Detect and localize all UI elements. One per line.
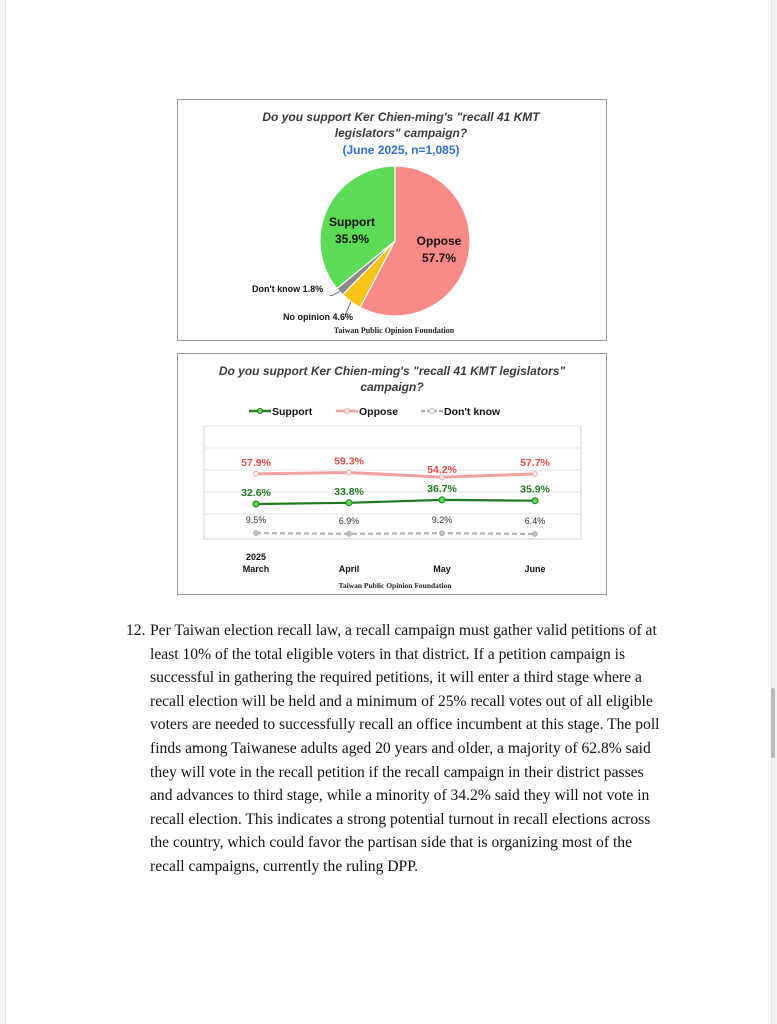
data-point-don-t-know <box>533 532 538 537</box>
pie-label-oppose-value: 57.7% <box>421 251 457 265</box>
pie-label-support-value: 35.9% <box>334 232 370 246</box>
data-point-support <box>439 497 445 503</box>
data-label-oppose: 57.7% <box>520 457 550 469</box>
leader-line-dont-know <box>330 292 340 296</box>
pie-chart-figure <box>177 99 607 341</box>
pie-label-support: Support <box>329 215 375 229</box>
paragraph-number: 12. <box>126 622 146 639</box>
data-point-don-t-know <box>440 531 445 536</box>
pie-title-line2: legislators" campaign? <box>334 126 468 140</box>
scrollbar-thumb[interactable] <box>771 688 775 758</box>
line-credit: Taiwan Public Opinion Foundation <box>338 581 452 590</box>
pie-chart <box>178 100 606 340</box>
data-point-don-t-know <box>254 531 259 536</box>
line-legend <box>249 406 501 418</box>
x-tick-label: June <box>524 564 546 574</box>
legend-marker-oppose <box>345 409 350 414</box>
line-chart-figure <box>177 353 607 595</box>
legend-label-support: Support <box>272 406 313 418</box>
data-point-oppose <box>254 471 259 476</box>
data-label-don-t-know: 6.4% <box>524 516 546 526</box>
pie-label-oppose: Oppose <box>416 234 462 248</box>
pie-subtitle: (June 2025, n=1,085) <box>342 143 460 157</box>
data-label-don-t-know: 9.2% <box>431 515 453 526</box>
pie-credit: Taiwan Public Opinion Foundation <box>333 326 455 335</box>
line-title-line2: campaign? <box>360 380 424 394</box>
data-point-support <box>532 498 538 504</box>
data-label-support: 32.6% <box>241 487 271 499</box>
pie-title-line1: Do you support Ker Chien-ming's "recall 41 KMT <box>262 110 540 124</box>
data-label-support: 35.9% <box>520 483 550 496</box>
legend-label-don-t-know: Don't know <box>444 406 501 418</box>
paragraph-12 <box>126 619 666 879</box>
data-point-oppose <box>533 472 538 477</box>
paragraph-text: Per Taiwan election recall law, a recall campaign must gather valid petitions of at least 10% of the total eligible voters in that district. If a petition campaign is successful in gathering the required petitions, it will enter a third stage where a recall election will be held and a minimum of 25% recall votes out of all eligible voters are needed to successfully recall an office incumbent at this stage. The poll finds among Taiwanese adults aged 20 years and older, a majority of 62.8% said they will vote in the recall petition if the recall campaign in their district passes and advances to third stage, while a minority of 34.2% said they will not vote in recall election. This indicates a strong potential turnout in recall elections across the country, which could favor the partisan side that is organizing most of the recall campaigns, currently the ruling DPP. <box>150 622 660 875</box>
legend-label-oppose: Oppose <box>359 406 399 418</box>
legend-marker-don-t-know <box>430 409 435 414</box>
data-label-oppose: 59.3% <box>334 455 364 468</box>
pie-label-dont-know: Don't know 1.8% <box>252 284 324 294</box>
data-label-don-t-know: 6.9% <box>338 515 360 526</box>
data-label-support: 36.7% <box>427 482 457 495</box>
document-page <box>5 0 772 1024</box>
x-axis-year-label: 2025 <box>245 552 267 562</box>
pie-label-no-opinion: No opinion 4.6% <box>282 312 354 322</box>
data-point-support <box>253 501 259 507</box>
legend-marker-support <box>258 409 263 414</box>
data-point-don-t-know <box>347 531 352 536</box>
data-label-support: 33.8% <box>334 485 364 498</box>
x-tick-label: May <box>433 564 451 574</box>
data-point-oppose <box>347 470 352 475</box>
data-point-support <box>346 500 352 506</box>
data-label-don-t-know: 9.5% <box>245 515 267 526</box>
x-tick-label: March <box>242 564 270 574</box>
data-label-oppose: 54.2% <box>427 464 457 477</box>
line-title-line1: Do you support Ker Chien-ming's "recall 41 KMT legislators" <box>218 364 566 378</box>
line-chart <box>178 354 606 594</box>
data-label-oppose: 57.9% <box>241 456 271 469</box>
x-tick-label: April <box>338 564 360 574</box>
